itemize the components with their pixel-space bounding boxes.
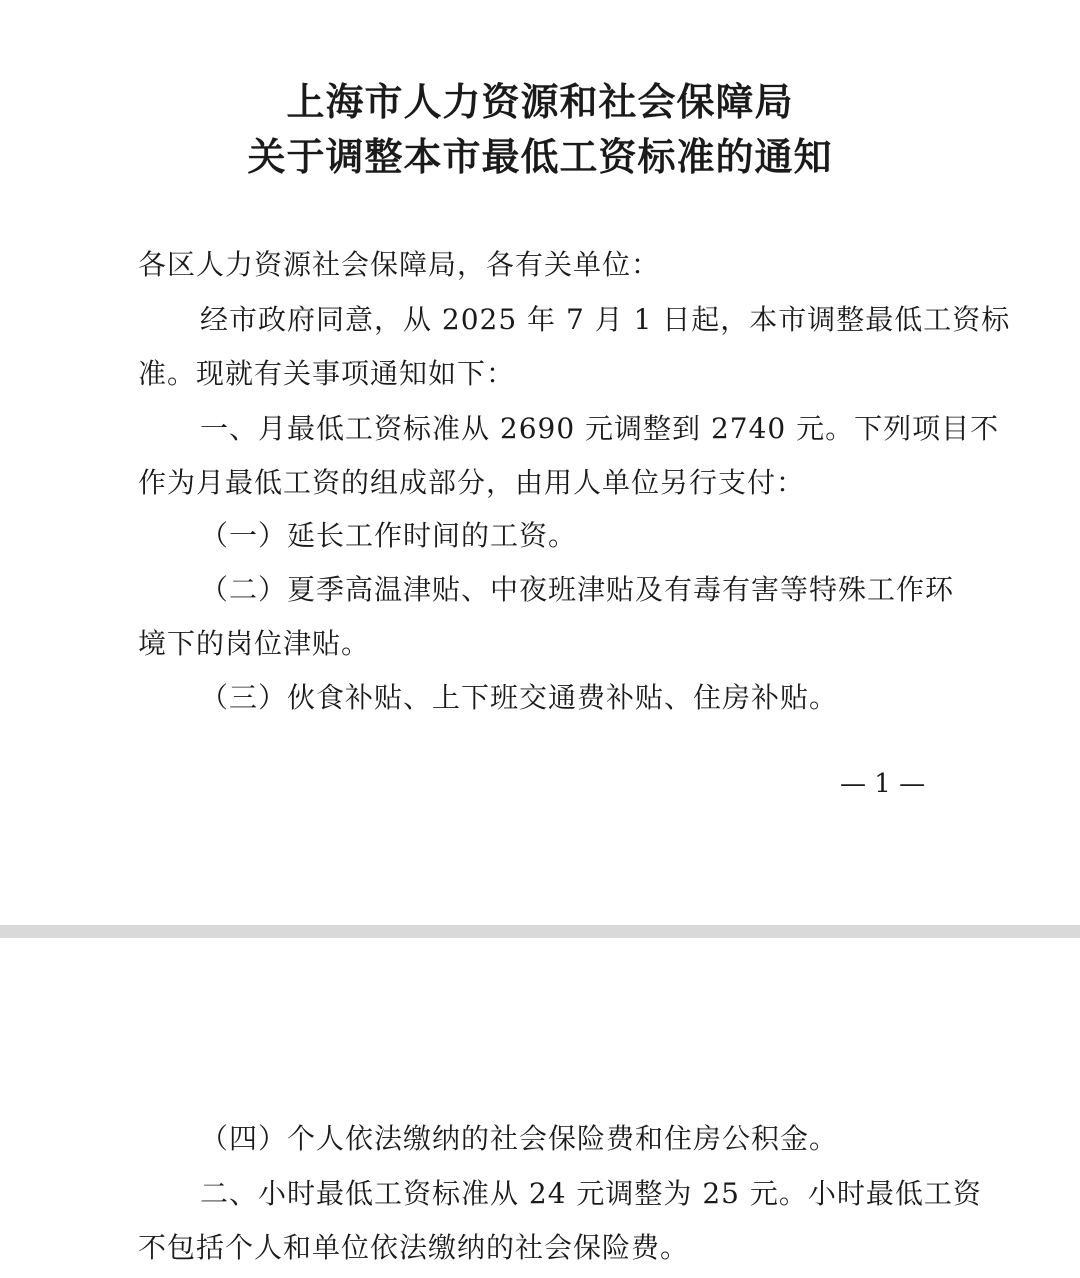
document-title-line-1: 上海市人力资源和社会保障局 [286, 79, 794, 124]
item-1-line-1: 一、月最低工资标准从 2690 元调整到 2740 元。下列项目不 [200, 412, 1000, 445]
page-number: — 1 — [840, 769, 926, 799]
item-2-line-1: 二、小时最低工资标准从 24 元调整为 25 元。小时最低工资 [200, 1177, 982, 1210]
document-page-2 [0, 938, 1080, 1278]
sub-item-4: （四）个人依法缴纳的社会保险费和住房公积金。 [200, 1122, 839, 1155]
sub-item-2-line-1: （二）夏季高温津贴、中夜班津贴及有毒有害等特殊工作环 [200, 573, 955, 606]
intro-paragraph-line-1: 经市政府同意，从 2025 年 7 月 1 日起，本市调整最低工资标 [200, 303, 1011, 336]
item-2-line-2: 不包括个人和单位依法缴纳的社会保险费。 [138, 1231, 690, 1264]
intro-paragraph-line-2: 准。现就有关事项通知如下： [138, 357, 516, 390]
addressee: 各区人力资源社会保障局，各有关单位： [138, 248, 661, 281]
page-separator [0, 925, 1080, 938]
sub-item-1: （一）延长工作时间的工资。 [200, 519, 578, 552]
sub-item-2-line-2: 境下的岗位津贴。 [138, 627, 371, 660]
document-title-line-2: 关于调整本市最低工资标准的通知 [247, 134, 833, 179]
item-1-line-2: 作为月最低工资的组成部分，由用人单位另行支付： [138, 466, 806, 499]
sub-item-3: （三）伙食补贴、上下班交通费补贴、住房补贴。 [200, 681, 839, 714]
